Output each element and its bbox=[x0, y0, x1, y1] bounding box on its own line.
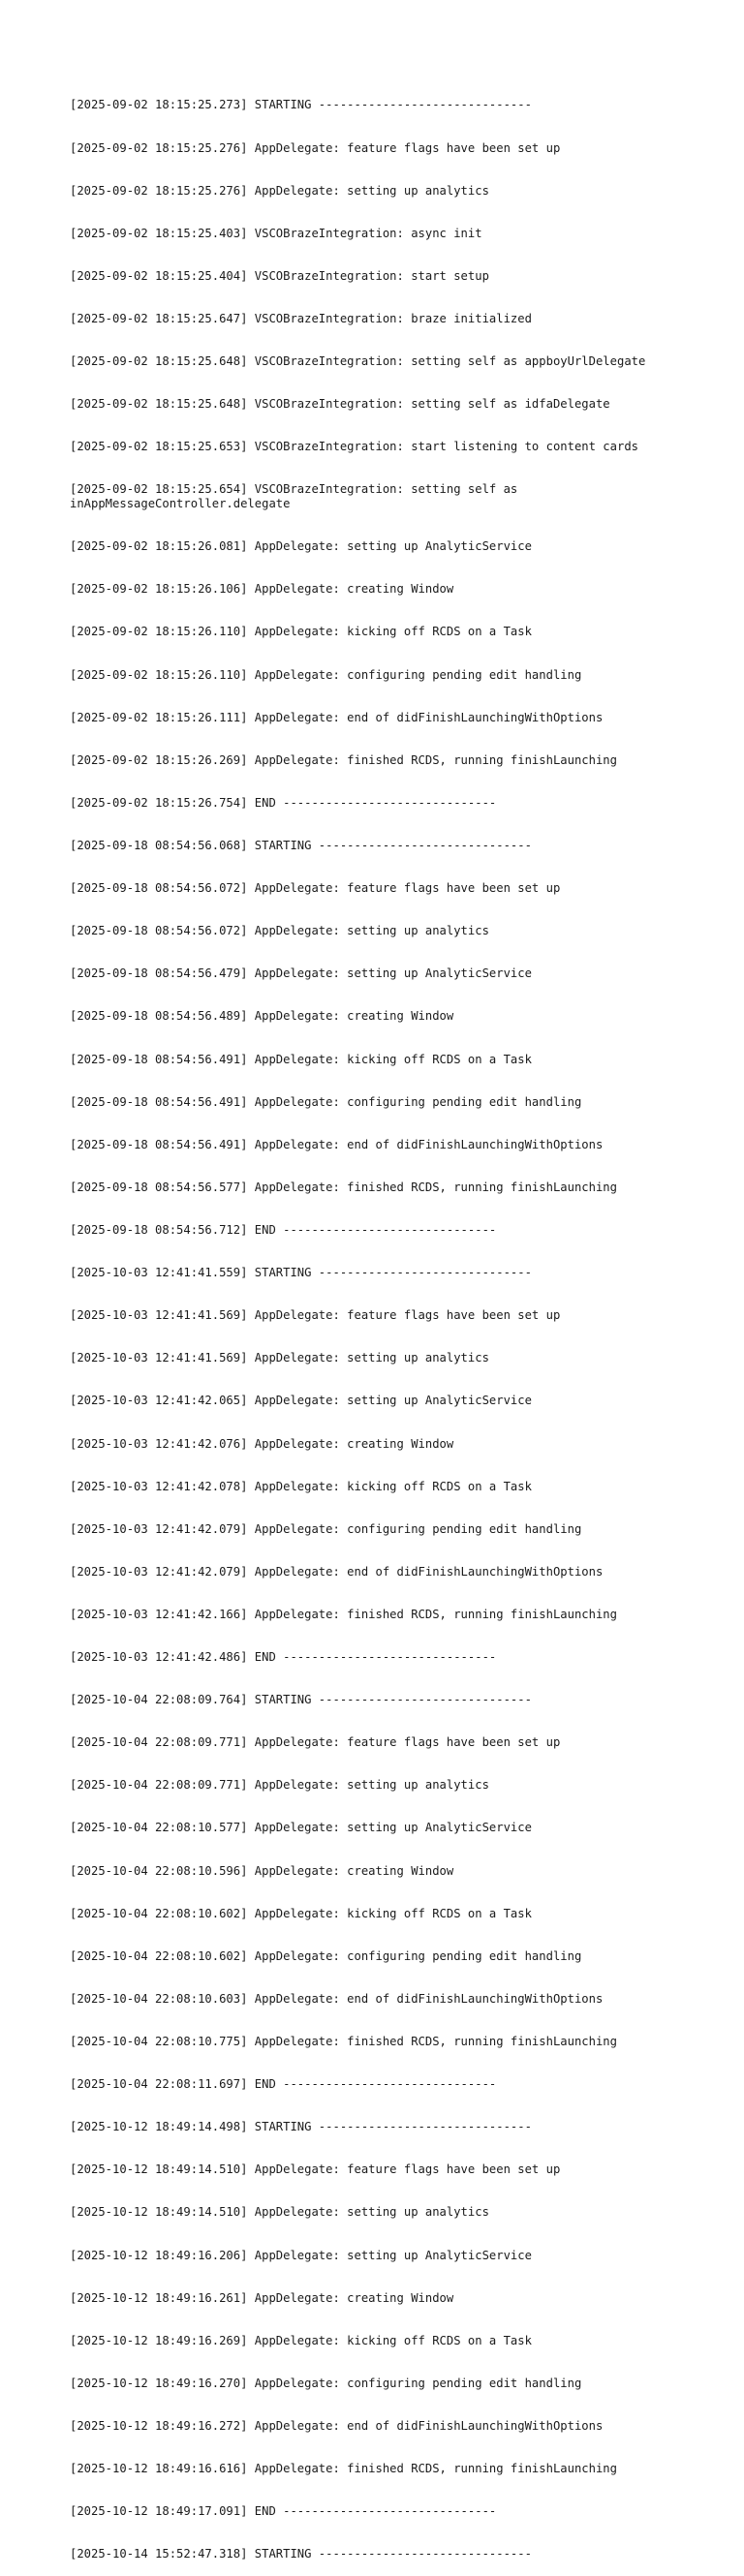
log-line: [2025-10-03 12:41:41.559] STARTING ------------------------------ bbox=[70, 1266, 532, 1280]
log-line: [2025-09-02 18:15:25.647] VSCOBrazeIntegration: braze initialized bbox=[70, 311, 532, 325]
log-line: [2025-09-02 18:15:26.269] AppDelegate: finished RCDS, running finishLaunching bbox=[70, 752, 617, 767]
log-line: [2025-10-12 18:49:14.510] AppDelegate: feature flags have been set up bbox=[70, 2162, 561, 2177]
log-line: [2025-10-12 18:49:16.270] AppDelegate: configuring pending edit handling bbox=[70, 2376, 582, 2390]
log-line: [2025-10-03 12:41:42.076] AppDelegate: creating Window bbox=[70, 1436, 454, 1451]
log-line: [2025-09-18 08:54:56.479] AppDelegate: setting up AnalyticService bbox=[70, 966, 532, 981]
log-line: [2025-09-02 18:15:25.276] AppDelegate: feature flags have been set up bbox=[70, 140, 561, 155]
log-line: [2025-09-18 08:54:56.068] STARTING ------------------------------ bbox=[70, 838, 532, 852]
log-line: [2025-10-14 15:52:47.318] STARTING ------------------------------ bbox=[70, 2547, 532, 2561]
log-line: [2025-10-03 12:41:41.569] AppDelegate: feature flags have been set up bbox=[70, 1308, 561, 1323]
log-line: [2025-09-18 08:54:56.491] AppDelegate: end of didFinishLaunchingWithOptions bbox=[70, 1137, 604, 1151]
log-line: [2025-10-03 12:41:42.166] AppDelegate: finished RCDS, running finishLaunching bbox=[70, 1607, 617, 1621]
log-line: [2025-10-12 18:49:16.616] AppDelegate: finished RCDS, running finishLaunching bbox=[70, 2462, 617, 2476]
log-line: [2025-10-03 12:41:42.079] AppDelegate: configuring pending edit handling bbox=[70, 1521, 582, 1536]
log-line: [2025-09-18 08:54:56.491] AppDelegate: kicking off RCDS on a Task bbox=[70, 1052, 532, 1066]
log-line: [2025-10-12 18:49:16.272] AppDelegate: end of didFinishLaunchingWithOptions bbox=[70, 2419, 604, 2434]
log-line: [2025-10-03 12:41:42.078] AppDelegate: kicking off RCDS on a Task bbox=[70, 1479, 532, 1493]
log-line: [2025-10-12 18:49:17.091] END ------------------------------ bbox=[70, 2504, 497, 2519]
log-line: [2025-09-02 18:15:26.754] END ------------------------------ bbox=[70, 795, 497, 810]
log-text-view bbox=[70, 70, 728, 2576]
log-line: [2025-10-04 22:08:10.602] AppDelegate: configuring pending edit handling bbox=[70, 1948, 582, 1963]
log-line: [2025-10-04 22:08:11.697] END ------------------------------ bbox=[70, 2077, 497, 2092]
log-line: [2025-09-02 18:15:26.081] AppDelegate: setting up AnalyticService bbox=[70, 539, 532, 554]
log-line: [2025-09-02 18:15:26.111] AppDelegate: end of didFinishLaunchingWithOptions bbox=[70, 710, 604, 724]
log-line: [2025-10-12 18:49:16.269] AppDelegate: kicking off RCDS on a Task bbox=[70, 2333, 532, 2347]
log-line: [2025-09-02 18:15:26.110] AppDelegate: configuring pending edit handling bbox=[70, 667, 582, 682]
log-line: [2025-09-02 18:15:25.648] VSCOBrazeIntegration: setting self as idfaDelegate bbox=[70, 397, 610, 412]
log-line: [2025-09-18 08:54:56.489] AppDelegate: creating Window bbox=[70, 1009, 454, 1024]
log-line: [2025-10-12 18:49:14.498] STARTING ------------------------------ bbox=[70, 2120, 532, 2134]
log-line: [2025-10-03 12:41:42.079] AppDelegate: end of didFinishLaunchingWithOptions bbox=[70, 1564, 604, 1579]
log-line: [2025-10-04 22:08:09.771] AppDelegate: setting up analytics bbox=[70, 1778, 489, 1793]
log-line: [2025-10-12 18:49:14.510] AppDelegate: setting up analytics bbox=[70, 2205, 489, 2220]
log-line: [2025-10-04 22:08:10.596] AppDelegate: creating Window bbox=[70, 1863, 454, 1878]
log-line: [2025-09-02 18:15:25.653] VSCOBrazeIntegration: start listening to content cards bbox=[70, 440, 638, 454]
log-line: [2025-10-03 12:41:41.569] AppDelegate: setting up analytics bbox=[70, 1351, 489, 1365]
log-line: [2025-10-04 22:08:10.602] AppDelegate: kicking off RCDS on a Task bbox=[70, 1906, 532, 1920]
log-line: [2025-09-18 08:54:56.072] AppDelegate: feature flags have been set up bbox=[70, 881, 561, 896]
log-line: [2025-09-18 08:54:56.712] END ------------------------------ bbox=[70, 1222, 497, 1237]
log-line: [2025-09-18 08:54:56.072] AppDelegate: setting up analytics bbox=[70, 924, 489, 938]
log-line: [2025-10-04 22:08:09.771] AppDelegate: feature flags have been set up bbox=[70, 1735, 561, 1750]
log-line: [2025-10-12 18:49:16.206] AppDelegate: setting up AnalyticService bbox=[70, 2248, 532, 2262]
log-line: [2025-09-02 18:15:25.654] VSCOBrazeIntegration: setting self as inAppMessageController.delegate bbox=[70, 482, 518, 511]
log-line: [2025-10-03 12:41:42.065] AppDelegate: setting up AnalyticService bbox=[70, 1394, 532, 1408]
log-line: [2025-09-18 08:54:56.491] AppDelegate: configuring pending edit handling bbox=[70, 1094, 582, 1109]
log-line: [2025-09-02 18:15:25.648] VSCOBrazeIntegration: setting self as appboyUrlDelegate bbox=[70, 354, 646, 369]
log-line: [2025-09-02 18:15:26.110] AppDelegate: kicking off RCDS on a Task bbox=[70, 625, 532, 639]
log-line: [2025-09-02 18:15:26.106] AppDelegate: creating Window bbox=[70, 582, 454, 597]
log-line: [2025-09-02 18:15:25.276] AppDelegate: setting up analytics bbox=[70, 183, 489, 198]
log-line: [2025-10-04 22:08:10.603] AppDelegate: end of didFinishLaunchingWithOptions bbox=[70, 1991, 604, 2006]
log-line: [2025-09-02 18:15:25.404] VSCOBrazeIntegration: start setup bbox=[70, 268, 489, 283]
log-line: [2025-09-02 18:15:25.403] VSCOBrazeIntegration: async init bbox=[70, 226, 482, 240]
log-line: [2025-10-04 22:08:09.764] STARTING ------------------------------ bbox=[70, 1693, 532, 1707]
log-line: [2025-10-04 22:08:10.775] AppDelegate: finished RCDS, running finishLaunching bbox=[70, 2035, 617, 2049]
log-line: [2025-10-04 22:08:10.577] AppDelegate: setting up AnalyticService bbox=[70, 1821, 532, 1835]
log-line: [2025-10-12 18:49:16.261] AppDelegate: creating Window bbox=[70, 2290, 454, 2305]
log-line: [2025-09-18 08:54:56.577] AppDelegate: finished RCDS, running finishLaunching bbox=[70, 1180, 617, 1194]
log-line: [2025-10-03 12:41:42.486] END ------------------------------ bbox=[70, 1650, 497, 1665]
log-line: [2025-09-02 18:15:25.273] STARTING ------------------------------ bbox=[70, 98, 532, 112]
